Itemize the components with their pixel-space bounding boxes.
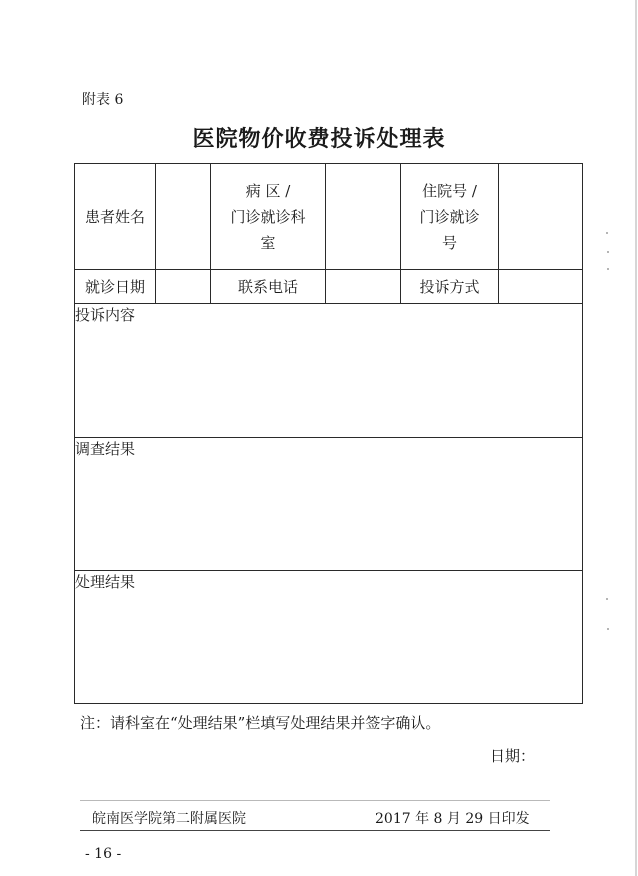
complaint-method-field[interactable] bbox=[499, 270, 583, 304]
scan-speck bbox=[607, 268, 609, 270]
table-row bbox=[75, 164, 583, 270]
handling-result-label: 处理结果 bbox=[75, 572, 136, 591]
footnote: 注：请科室在“处理结果”栏填写处理结果并签字确认。 bbox=[80, 714, 441, 732]
admission-no-label-line: 住院号 / bbox=[422, 181, 477, 200]
ward-label-line: 室 bbox=[260, 233, 276, 252]
phone-field[interactable] bbox=[326, 270, 401, 304]
investigation-result-label: 调查结果 bbox=[75, 439, 136, 458]
footer-rule-top bbox=[80, 800, 550, 801]
ward-label-line: 门诊就诊科 bbox=[230, 207, 306, 226]
table-row bbox=[75, 570, 583, 703]
complaint-method-label: 投诉方式 bbox=[401, 270, 499, 304]
complaint-content-area[interactable] bbox=[75, 304, 583, 437]
footer-rule-bottom bbox=[80, 830, 550, 831]
admission-no-field[interactable] bbox=[499, 164, 583, 270]
visit-date-label: 就诊日期 bbox=[75, 270, 156, 304]
visit-date-field[interactable] bbox=[156, 270, 211, 304]
investigation-result-area[interactable] bbox=[75, 437, 583, 570]
handling-result-area[interactable] bbox=[75, 570, 583, 703]
table-row bbox=[75, 270, 583, 304]
complaint-content-label: 投诉内容 bbox=[75, 306, 136, 325]
page-number: - 16 - bbox=[85, 846, 122, 862]
ward-label-line: 病 区 / bbox=[245, 181, 291, 200]
complaint-form-table bbox=[74, 163, 583, 704]
patient-name-field[interactable] bbox=[156, 164, 211, 270]
issue-date: 2017 年 8 月 29 日印发 bbox=[375, 811, 530, 827]
patient-name-label: 患者姓名 bbox=[75, 164, 156, 270]
admission-no-label bbox=[401, 164, 499, 270]
table-row bbox=[75, 304, 583, 437]
admission-no-label-line: 号 bbox=[441, 233, 457, 252]
phone-label: 联系电话 bbox=[211, 270, 326, 304]
table-row bbox=[75, 437, 583, 570]
form-title: 医院物价收费投诉处理表 bbox=[192, 126, 446, 152]
attachment-label: 附表 6 bbox=[82, 92, 124, 108]
issuer-name: 皖南医学院第二附属医院 bbox=[92, 811, 246, 827]
admission-no-label-line: 门诊就诊 bbox=[419, 207, 480, 226]
ward-label bbox=[211, 164, 326, 270]
date-label: 日期： bbox=[490, 747, 536, 765]
scan-speck bbox=[607, 251, 609, 253]
scan-speck bbox=[606, 598, 608, 600]
scan-speck bbox=[607, 628, 609, 630]
ward-field[interactable] bbox=[326, 164, 401, 270]
scan-speck bbox=[606, 232, 608, 234]
